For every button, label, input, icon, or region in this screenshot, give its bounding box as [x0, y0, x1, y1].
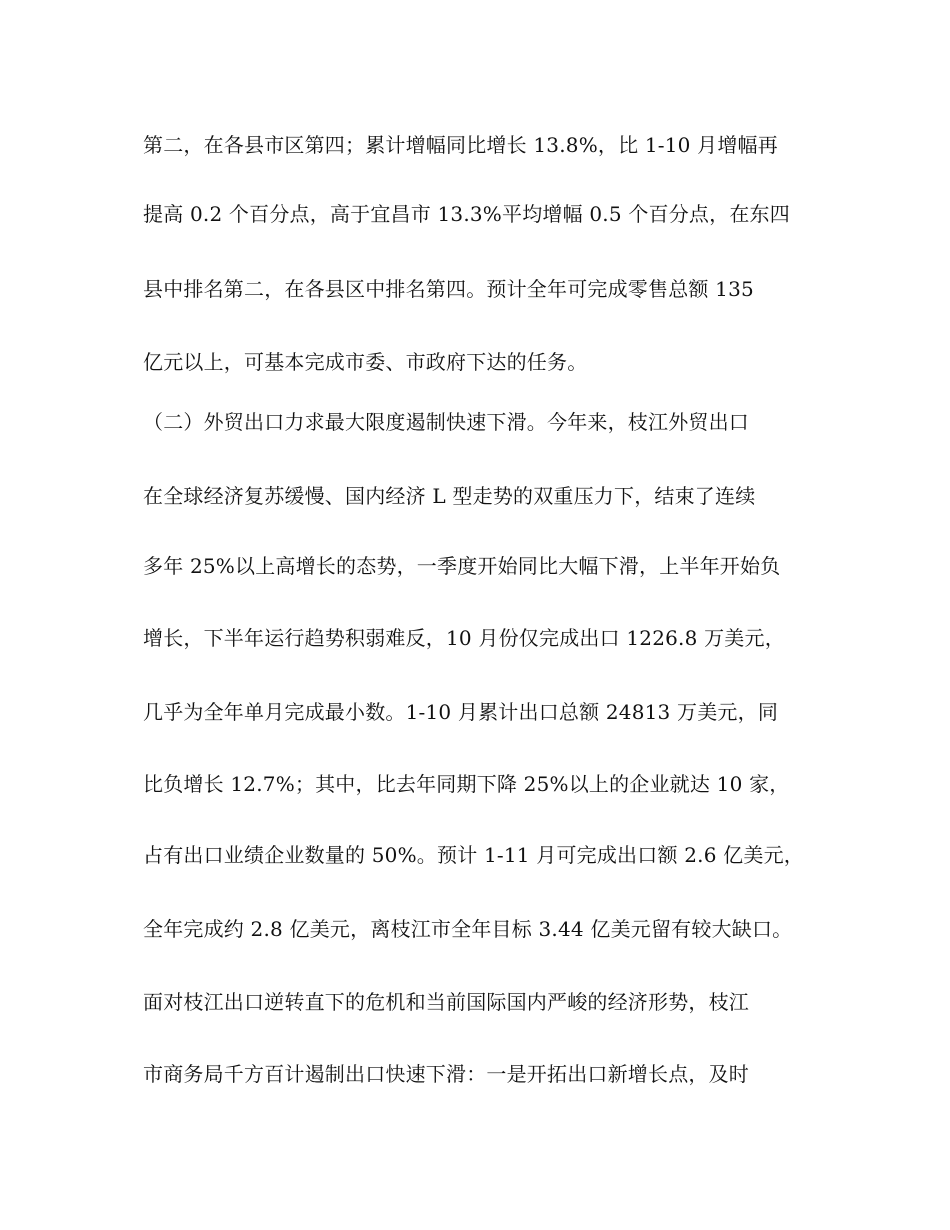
paragraph-line: 第二，在各县市区第四；累计增幅同比增长 13.8%，比 1-10 月增幅再: [143, 133, 778, 157]
paragraph-line: 增长，下半年运行趋势积弱难反，10 月份仅完成出口 1226.8 万美元，: [143, 626, 785, 650]
paragraph-line: 亿元以上，可基本完成市委、市政府下达的任务。: [143, 350, 588, 374]
paragraph-line: 几乎为全年单月完成最小数。1-10 月累计出口总额 24813 万美元，同: [143, 700, 779, 724]
paragraph-line: 占有出口业绩企业数量的 50%。预计 1-11 月可完成出口额 2.6 亿美元，: [143, 843, 804, 867]
paragraph-line: 面对枝江出口逆转直下的危机和当前国际国内严峻的经济形势，枝江: [143, 990, 749, 1014]
paragraph-line: 多年 25%以上高增长的态势，一季度开始同比大幅下滑，上半年开始负: [143, 554, 781, 578]
paragraph-line: 在全球经济复苏缓慢、国内经济 L 型走势的双重压力下，结束了连续: [143, 484, 756, 508]
section-heading-line: （二）外贸出口力求最大限度遏制快速下滑。今年来，枝江外贸出口: [143, 410, 749, 434]
paragraph-line: 县中排名第二，在各县区中排名第四。预计全年可完成零售总额 135: [143, 277, 754, 301]
paragraph-line: 提高 0.2 个百分点，高于宜昌市 13.3%平均增幅 0.5 个百分点，在东四: [143, 202, 790, 226]
paragraph-line: 比负增长 12.7%；其中，比去年同期下降 25%以上的企业就达 10 家，: [143, 772, 790, 796]
paragraph-line: 全年完成约 2.8 亿美元，离枝江市全年目标 3.44 亿美元留有较大缺口。: [143, 917, 793, 941]
paragraph-line: 市商务局千方百计遏制出口快速下滑：一是开拓出口新增长点，及时: [143, 1062, 749, 1086]
